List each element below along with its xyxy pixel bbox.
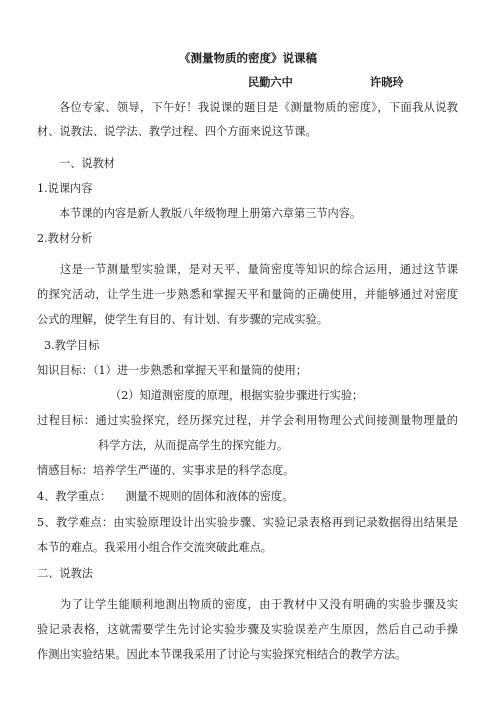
goal-process-1: 过程目标：通过实验探究，经历探究过程，并学会利用物理公式间接测量物理量的 xyxy=(37,414,458,427)
goal-emotion: 情感目标：培养学生严谨的、实事求是的科学态度。 xyxy=(37,464,295,477)
analysis-line-1: 这是一节测量型实验课，是对天平、量筒密度等知识的综合运用，通过这节课 xyxy=(60,263,458,276)
teaching-difficulty-1: 5、教学难点：由实验原理设计出实验步骤、实验记录表格再到记录数据得出结果是 xyxy=(37,516,458,529)
intro-line-2: 材、说教法、说学法、教学过程、四个方面来说这节课。 xyxy=(37,125,317,138)
method-line-1: 为了让学生能顺利地测出物质的密度，由于教材中又没有明确的实验步骤及实 xyxy=(60,598,458,611)
goal-process-2: 科学方法，从而提高学生的探究能力。 xyxy=(98,439,289,452)
method-line-2: 验记录表格，这就需要学生先讨论实验步骤及实验误差产生原因，然后自己动手操 xyxy=(37,623,458,636)
teaching-key-point: 4、教学重点： 测量不规则的固体和液体的密度。 xyxy=(37,490,294,503)
author-name: 许晓玲 xyxy=(370,76,404,89)
document-title: 《测量物质的密度》说课稿 xyxy=(179,51,317,65)
analysis-line-3: 公式的理解，使学生有目的、有计划、有步骤的完成实验。 xyxy=(37,313,328,326)
school-name: 民勤六中 xyxy=(248,76,293,89)
subheading-goals: 3.教学目标 xyxy=(44,339,100,352)
section-heading-2: 二、说教法 xyxy=(37,567,93,580)
goal-knowledge-2: （2）知道测密度的原理，根据实验步骤进行实验； xyxy=(110,389,364,402)
intro-line-1: 各位专家、领导，下午好！我说课的题目是《测量物质的密度》，下面我从说教 xyxy=(59,101,458,114)
method-line-3: 作测出实验结果。因此本节课我采用了讨论与实验探究相结合的教学方法。 xyxy=(37,648,407,661)
section-heading-1: 一、说教材 xyxy=(59,157,115,170)
subheading-analysis: 2.教材分析 xyxy=(37,232,93,245)
content-line: 本节课的内容是新人教版八年级物理上册第六章第三节内容。 xyxy=(59,207,362,220)
analysis-line-2: 的探究活动，让学生进一步熟悉和掌握天平和量筒的正确使用，并能够通过对密度 xyxy=(37,288,458,301)
subheading-content: 1.说课内容 xyxy=(37,182,93,195)
goal-knowledge-1: 知识目标：（1）进一步熟悉和掌握天平和量筒的使用； xyxy=(37,364,308,377)
teaching-difficulty-2: 本节的难点。我采用小组合作交流突破此难点。 xyxy=(37,541,272,554)
